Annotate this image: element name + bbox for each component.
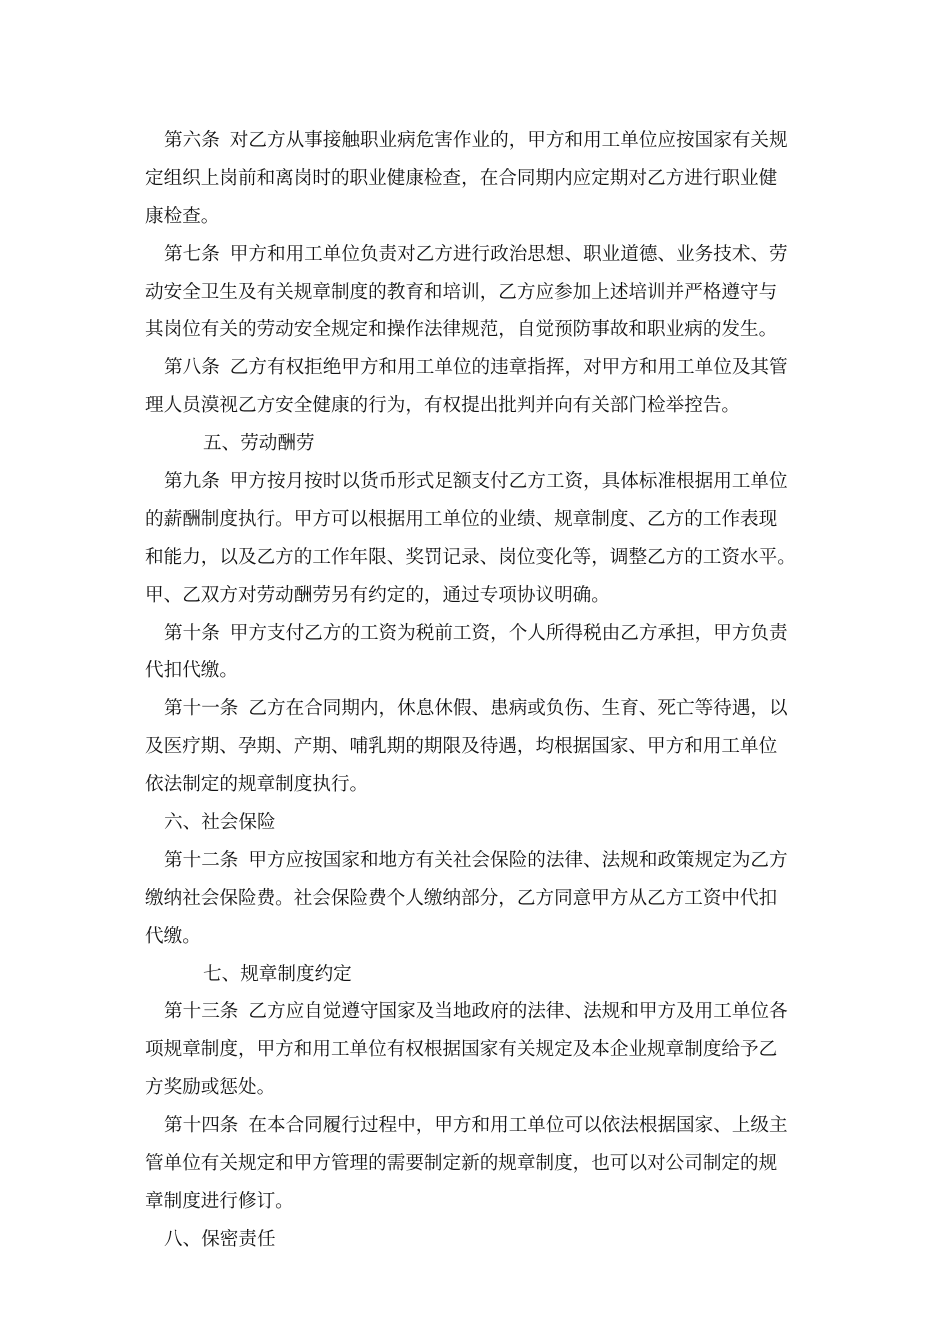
article-number: 第十一条 [164,698,239,720]
article-9-line-4: 甲、乙双方对劳动酬劳另有约定的，通过专项协议明确。 [145,584,610,606]
article-7-line-3: 其岗位有关的劳动安全规定和操作法律规范，自觉预防事故和职业病的发生。 [145,319,778,341]
article-6-line-1 [145,122,807,160]
article-6-line-3: 康检查。 [145,205,220,227]
article-number: 第七条 [164,243,220,265]
article-text: 在本合同履行过程中，甲方和用工单位可以依法根据国家、上级主 [248,1115,788,1137]
article-9-line-3: 和能力，以及乙方的工作年限、奖罚记录、岗位变化等，调整乙方的工资水平。 [145,546,796,568]
article-number: 第十条 [164,622,220,644]
article-9-line-2: 的薪酬制度执行。甲方可以根据用工单位的业绩、规章制度、乙方的工作表现 [145,508,778,530]
section-heading-labor-pay: 五、劳动酬劳 [203,433,315,455]
article-number: 第十二条 [164,849,239,871]
article-text: 对乙方从事接触职业病危害作业的，甲方和用工单位应按国家有关规 [229,130,788,151]
section-heading-social-insurance: 六、社会保险 [164,812,276,834]
article-11-line-1 [145,690,807,728]
article-text: 甲方应按国家和地方有关社会保险的法律、法规和政策规定为乙方 [248,849,788,871]
article-10-line-1 [145,615,807,653]
article-text: 甲方按月按时以货币形式足额支付乙方工资，具体标准根据用工单位 [229,471,788,493]
article-text: 乙方在合同期内，休息休假、患病或负伤、生育、死亡等待遇，以 [248,698,788,720]
article-12-line-3: 代缴。 [145,925,201,947]
article-14-line-2: 管单位有关规定和甲方管理的需要制定新的规章制度，也可以对公司制定的规 [145,1153,778,1175]
article-number: 第八条 [164,357,220,379]
article-text: 甲方和用工单位负责对乙方进行政治思想、职业道德、业务技术、劳 [229,243,788,265]
article-7-line-2: 动安全卫生及有关规章制度的教育和培训，乙方应参加上述培训并严格遵守与 [145,281,778,303]
article-13-line-3: 方奖励或惩处。 [145,1077,276,1099]
article-number: 第九条 [164,471,220,493]
section-heading-confidentiality: 八、保密责任 [164,1228,276,1250]
article-number: 第十四条 [164,1115,239,1137]
article-13-line-2: 项规章制度，甲方和用工单位有权根据国家有关规定及本企业规章制度给予乙 [145,1039,778,1061]
article-number: 第十三条 [164,1001,239,1023]
article-9-line-1 [145,463,807,501]
article-11-line-2: 及医疗期、孕期、产期、哺乳期的期限及待遇，均根据国家、甲方和用工单位 [145,736,778,758]
article-10-line-2: 代扣代缴。 [145,660,238,682]
article-12-line-1 [145,842,807,880]
article-text: 甲方支付乙方的工资为税前工资，个人所得税由乙方承担，甲方负责 [229,622,788,644]
document-body [145,122,807,1259]
article-8-line-2: 理人员漠视乙方安全健康的行为，有权提出批判并向有关部门检举控告。 [145,395,741,417]
article-12-line-2: 缴纳社会保险费。社会保险费个人缴纳部分，乙方同意甲方从乙方工资中代扣 [145,887,778,909]
article-14-line-3: 章制度进行修订。 [145,1190,294,1212]
article-14-line-1 [145,1107,807,1145]
article-13-line-1 [145,993,807,1031]
article-6-line-2: 定组织上岗前和离岗时的职业健康检查，在合同期内应定期对乙方进行职业健 [145,167,778,189]
article-text: 乙方应自觉遵守国家及当地政府的法律、法规和甲方及用工单位各 [248,1001,788,1023]
article-text: 乙方有权拒绝甲方和用工单位的违章指挥，对甲方和用工单位及其管 [229,357,788,379]
article-11-line-3: 依法制定的规章制度执行。 [145,774,369,796]
section-heading-rules: 七、规章制度约定 [203,963,352,985]
article-number: 第六条 [164,130,220,151]
article-7-line-1 [145,236,807,274]
article-8-line-1 [145,349,807,387]
